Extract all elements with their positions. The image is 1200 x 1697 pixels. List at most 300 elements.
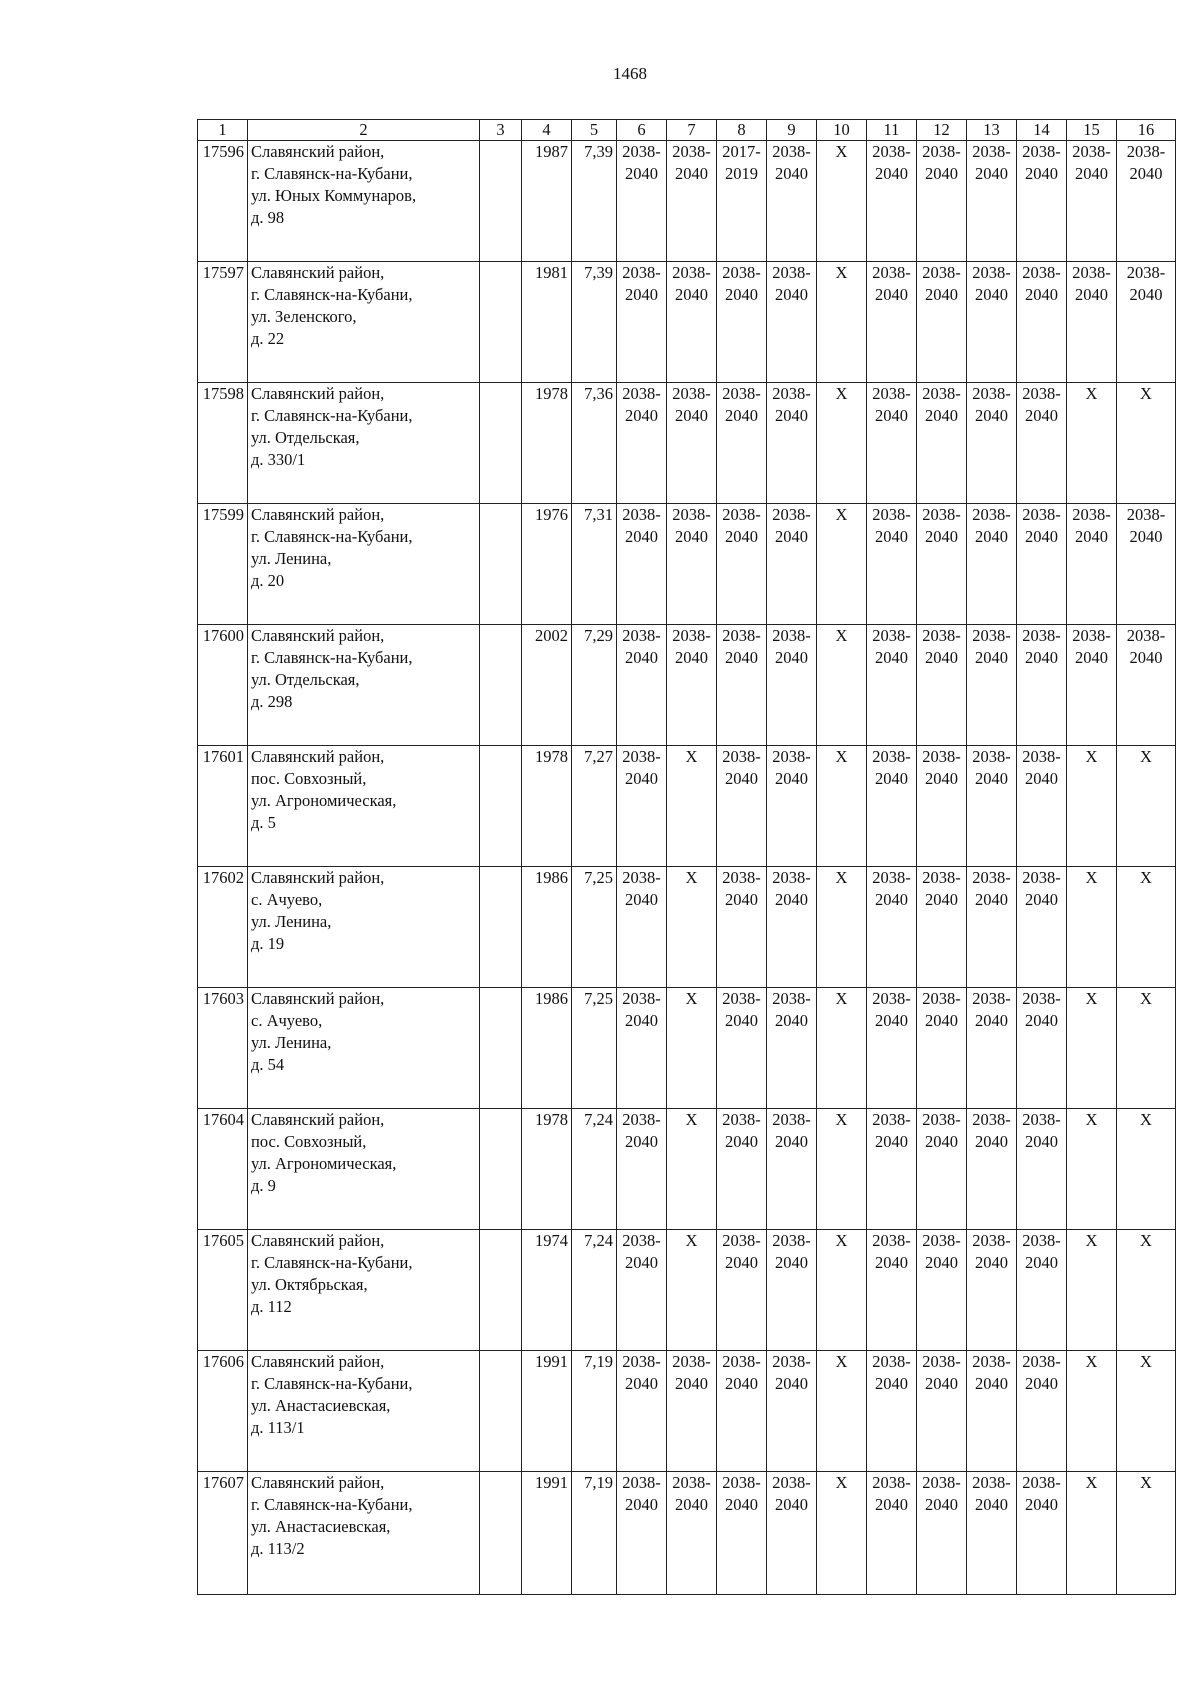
row-id: 17599 [198,504,248,625]
column-header: 14 [1017,120,1067,141]
address-line: пос. Совхозный, [251,769,367,788]
cell-c11 [867,867,917,988]
range-end: 2040 [675,1374,708,1393]
range-start: 2038- [922,1231,961,1250]
cell-c9 [767,625,817,746]
cell-c6 [617,383,667,504]
range-end: 2040 [725,527,758,546]
address-line: д. 19 [251,934,285,953]
address-cell [248,867,480,988]
range-end: 2040 [775,769,808,788]
cell-c13 [967,1351,1017,1472]
range-end: 2040 [775,1495,808,1514]
cell-c13 [967,262,1017,383]
range-end: 2040 [1129,164,1163,183]
cell-c10: X [817,262,867,383]
range-end: 2040 [625,1011,658,1030]
range-start: 2038- [622,626,661,645]
range-start: 2038- [622,142,661,161]
cell-c12 [917,504,967,625]
address-cell [248,141,480,262]
cell-c3 [480,262,522,383]
cell-c12 [917,1109,967,1230]
range-start: 2038- [722,1473,761,1492]
range-end: 2040 [975,1495,1008,1514]
housing-schedule-table [197,119,1176,1595]
range-end: 2040 [1025,1011,1058,1030]
cell-c6 [617,141,667,262]
range-start: 2038- [1022,868,1061,887]
cell-c10: X [817,383,867,504]
cell-c7 [667,262,717,383]
range-end: 2040 [1129,527,1163,546]
range-start: 2038- [872,505,911,524]
column-header: 13 [967,120,1017,141]
cell-c14 [1017,746,1067,867]
cell-c11 [867,1109,917,1230]
range-start: 2038- [872,1473,911,1492]
range-end: 2040 [775,406,808,425]
cell-c8 [717,988,767,1109]
range-start: 2038- [872,142,911,161]
range-end: 2040 [1025,769,1058,788]
value-cell: 7,19 [572,1472,617,1595]
range-end: 2040 [625,1374,658,1393]
range-end: 2040 [775,648,808,667]
year-cell: 1991 [522,1472,572,1595]
cell-c16 [1117,262,1176,383]
range-end: 2040 [675,1495,708,1514]
address-line: Славянский район, [251,1352,385,1371]
cell-c14 [1017,625,1067,746]
cell-c9 [767,262,817,383]
range-end: 2040 [675,648,708,667]
cell-c6 [617,1230,667,1351]
address-cell [248,383,480,504]
range-end: 2040 [1025,1374,1058,1393]
range-end: 2040 [1025,527,1058,546]
range-start: 2038- [872,384,911,403]
range-start: 2038- [922,1473,961,1492]
cell-c6 [617,867,667,988]
table-row [198,1230,1176,1351]
range-start: 2038- [972,626,1011,645]
year-cell: 1991 [522,1351,572,1472]
range-start: 2038- [622,747,661,766]
range-end: 2040 [675,285,708,304]
range-start: 2038- [972,747,1011,766]
row-id: 17603 [198,988,248,1109]
range-start: 2038- [672,142,711,161]
range-end: 2040 [625,527,658,546]
range-start: 2038- [622,868,661,887]
row-id: 17601 [198,746,248,867]
range-start: 2038- [772,747,811,766]
range-start: 2038- [772,1110,811,1129]
cell-c15: X [1067,1230,1117,1351]
column-number-row [198,120,1176,141]
cell-c11 [867,988,917,1109]
address-line: пос. Совхозный, [251,1132,367,1151]
address-line: Славянский район, [251,626,385,645]
range-end: 2040 [925,890,958,909]
range-end: 2040 [875,769,908,788]
range-start: 2038- [922,747,961,766]
address-line: д. 113/1 [251,1418,305,1437]
cell-c9 [767,1472,817,1595]
address-line: д. 5 [251,813,276,832]
cell-c8 [717,262,767,383]
range-end: 2040 [625,285,658,304]
cell-c14 [1017,262,1067,383]
range-end: 2040 [975,890,1008,909]
range-start: 2038- [622,505,661,524]
year-cell: 1978 [522,383,572,504]
range-start: 2038- [622,989,661,1008]
address-cell [248,1109,480,1230]
range-end: 2040 [1025,164,1058,183]
range-end: 2040 [1075,527,1108,546]
cell-c8 [717,1472,767,1595]
cell-c11 [867,141,917,262]
cell-c16 [1117,625,1176,746]
cell-c3 [480,1230,522,1351]
column-header: 15 [1067,120,1117,141]
address-line: ул. Отдельская, [251,670,360,689]
range-end: 2040 [725,1495,758,1514]
column-header: 10 [817,120,867,141]
value-cell: 7,27 [572,746,617,867]
range-start: 2038- [622,1473,661,1492]
range-start: 2038- [972,1110,1011,1129]
address-line: д. 20 [251,571,285,590]
address-line: с. Ачуево, [251,1011,323,1030]
cell-c8 [717,383,767,504]
range-end: 2040 [925,285,958,304]
range-end: 2040 [875,1132,908,1151]
range-start: 2038- [722,626,761,645]
cell-c6 [617,625,667,746]
cell-c13 [967,988,1017,1109]
cell-c9 [767,746,817,867]
cell-c14 [1017,1472,1067,1595]
year-cell: 1974 [522,1230,572,1351]
address-line: г. Славянск-на-Кубани, [251,1495,413,1514]
cell-c9 [767,141,817,262]
address-line: ул. Ленина, [251,549,332,568]
cell-c16: X [1117,1472,1176,1595]
range-start: 2038- [722,505,761,524]
row-id: 17604 [198,1109,248,1230]
cell-c12 [917,988,967,1109]
range-start: 2038- [772,989,811,1008]
year-cell: 1978 [522,746,572,867]
cell-c16: X [1117,1109,1176,1230]
range-end: 2040 [725,1374,758,1393]
cell-c14 [1017,1230,1067,1351]
cell-c10: X [817,141,867,262]
row-id: 17607 [198,1472,248,1595]
range-end: 2040 [975,769,1008,788]
address-cell [248,504,480,625]
range-start: 2038- [1022,1231,1061,1250]
cell-c10: X [817,1230,867,1351]
cell-c15 [1067,625,1117,746]
range-end: 2040 [875,1495,908,1514]
range-start: 2038- [922,263,961,282]
address-line: Славянский район, [251,747,385,766]
year-cell: 1976 [522,504,572,625]
value-cell: 7,39 [572,262,617,383]
range-start: 2038- [1072,626,1111,645]
cell-c7 [667,625,717,746]
cell-c10: X [817,867,867,988]
cell-c9 [767,1230,817,1351]
value-cell: 7,39 [572,141,617,262]
cell-c3 [480,1109,522,1230]
range-start: 2038- [1022,1473,1061,1492]
cell-c7 [667,504,717,625]
cell-c11 [867,746,917,867]
year-cell: 2002 [522,625,572,746]
range-start: 2038- [722,1352,761,1371]
range-start: 2038- [872,626,911,645]
cell-c7: X [667,746,717,867]
year-cell: 1986 [522,988,572,1109]
cell-c14 [1017,383,1067,504]
year-cell: 1981 [522,262,572,383]
column-header: 4 [522,120,572,141]
cell-c15 [1067,141,1117,262]
range-start: 2038- [622,1231,661,1250]
range-start: 2038- [922,505,961,524]
range-end: 2040 [775,1253,808,1272]
range-start: 2038- [772,142,811,161]
cell-c10: X [817,1351,867,1472]
range-start: 2038- [622,1352,661,1371]
address-line: г. Славянск-на-Кубани, [251,648,413,667]
range-start: 2038- [872,263,911,282]
cell-c14 [1017,1351,1067,1472]
range-start: 2038- [672,1352,711,1371]
cell-c15 [1067,504,1117,625]
cell-c16: X [1117,867,1176,988]
range-end: 2040 [1075,164,1108,183]
cell-c6 [617,1351,667,1472]
address-line: г. Славянск-на-Кубани, [251,1374,413,1393]
address-line: Славянский район, [251,1110,385,1129]
cell-c16: X [1117,988,1176,1109]
address-cell [248,988,480,1109]
range-start: 2038- [672,263,711,282]
address-line: г. Славянск-на-Кубани, [251,1253,413,1272]
range-start: 2038- [1022,747,1061,766]
cell-c15: X [1067,1109,1117,1230]
cell-c13 [967,141,1017,262]
cell-c10: X [817,988,867,1109]
year-cell: 1987 [522,141,572,262]
range-start: 2038- [972,868,1011,887]
cell-c13 [967,1109,1017,1230]
cell-c15: X [1067,1351,1117,1472]
address-line: Славянский район, [251,989,385,1008]
range-start: 2038- [1126,505,1166,524]
cell-c7 [667,383,717,504]
table-row [198,1351,1176,1472]
cell-c9 [767,383,817,504]
cell-c11 [867,262,917,383]
range-end: 2040 [925,769,958,788]
address-line: ул. Юных Коммунаров, [251,186,417,205]
range-end: 2040 [925,648,958,667]
range-end: 2040 [625,1495,658,1514]
cell-c3 [480,1472,522,1595]
range-end: 2040 [775,1132,808,1151]
range-end: 2040 [875,1253,908,1272]
cell-c9 [767,988,817,1109]
range-start: 2038- [1126,263,1166,282]
range-end: 2040 [625,406,658,425]
range-end: 2040 [625,1253,658,1272]
cell-c7: X [667,1109,717,1230]
address-line: ул. Отдельская, [251,428,360,447]
range-end: 2040 [725,648,758,667]
range-end: 2040 [725,285,758,304]
cell-c14 [1017,1109,1067,1230]
address-line: с. Ачуево, [251,890,323,909]
cell-c8 [717,1230,767,1351]
cell-c3 [480,625,522,746]
cell-c14 [1017,504,1067,625]
address-cell [248,262,480,383]
address-line: Славянский район, [251,868,385,887]
row-id: 17598 [198,383,248,504]
cell-c12 [917,1230,967,1351]
range-end: 2040 [975,1132,1008,1151]
range-end: 2019 [725,164,758,183]
cell-c15 [1067,262,1117,383]
table-row [198,625,1176,746]
range-start: 2038- [622,384,661,403]
range-start: 2038- [772,1231,811,1250]
range-start: 2038- [722,1231,761,1250]
range-start: 2038- [872,1352,911,1371]
range-start: 2038- [622,1110,661,1129]
range-end: 2040 [675,406,708,425]
range-start: 2038- [772,626,811,645]
cell-c3 [480,746,522,867]
cell-c11 [867,1230,917,1351]
range-end: 2040 [925,1495,958,1514]
range-end: 2040 [725,890,758,909]
range-end: 2040 [1129,285,1163,304]
range-start: 2038- [872,989,911,1008]
range-start: 2038- [872,1231,911,1250]
cell-c10: X [817,1472,867,1595]
table-row [198,746,1176,867]
range-start: 2038- [1072,505,1111,524]
range-end: 2040 [1025,890,1058,909]
range-end: 2040 [775,527,808,546]
range-end: 2040 [975,1011,1008,1030]
range-end: 2040 [925,164,958,183]
range-end: 2040 [625,164,658,183]
range-end: 2040 [925,1253,958,1272]
address-line: г. Славянск-на-Кубани, [251,527,413,546]
range-end: 2040 [775,890,808,909]
address-line: Славянский район, [251,505,385,524]
address-line: Славянский район, [251,142,385,161]
value-cell: 7,19 [572,1351,617,1472]
range-start: 2038- [1022,1110,1061,1129]
cell-c15: X [1067,746,1117,867]
year-cell: 1986 [522,867,572,988]
row-id: 17605 [198,1230,248,1351]
cell-c12 [917,1351,967,1472]
cell-c14 [1017,867,1067,988]
cell-c7: X [667,1230,717,1351]
range-start: 2038- [722,384,761,403]
range-start: 2038- [772,1473,811,1492]
cell-c16 [1117,504,1176,625]
cell-c13 [967,746,1017,867]
table-row [198,867,1176,988]
address-line: Славянский район, [251,384,385,403]
range-end: 2040 [975,527,1008,546]
row-id: 17606 [198,1351,248,1472]
table-row [198,1109,1176,1230]
range-start: 2038- [1022,142,1061,161]
range-end: 2040 [725,1011,758,1030]
range-start: 2038- [922,1352,961,1371]
cell-c3 [480,988,522,1109]
cell-c3 [480,383,522,504]
range-start: 2038- [722,1110,761,1129]
cell-c8 [717,625,767,746]
range-start: 2038- [922,142,961,161]
address-cell [248,1230,480,1351]
range-start: 2038- [922,1110,961,1129]
range-end: 2040 [875,164,908,183]
range-end: 2040 [875,1374,908,1393]
range-end: 2040 [675,527,708,546]
range-end: 2040 [875,406,908,425]
address-line: д. 298 [251,692,293,711]
range-end: 2040 [975,285,1008,304]
range-start: 2038- [972,1231,1011,1250]
range-start: 2038- [1022,626,1061,645]
range-start: 2038- [1022,505,1061,524]
range-start: 2038- [972,142,1011,161]
row-id: 17596 [198,141,248,262]
cell-c14 [1017,141,1067,262]
column-header: 7 [667,120,717,141]
range-end: 2040 [625,769,658,788]
range-end: 2040 [1075,285,1108,304]
range-start: 2038- [972,989,1011,1008]
range-end: 2040 [725,1132,758,1151]
cell-c10: X [817,504,867,625]
column-header: 3 [480,120,522,141]
range-end: 2040 [1025,406,1058,425]
range-start: 2038- [722,263,761,282]
range-start: 2038- [972,263,1011,282]
table-row [198,262,1176,383]
range-start: 2038- [922,626,961,645]
cell-c8 [717,141,767,262]
cell-c15: X [1067,383,1117,504]
range-start: 2038- [922,868,961,887]
